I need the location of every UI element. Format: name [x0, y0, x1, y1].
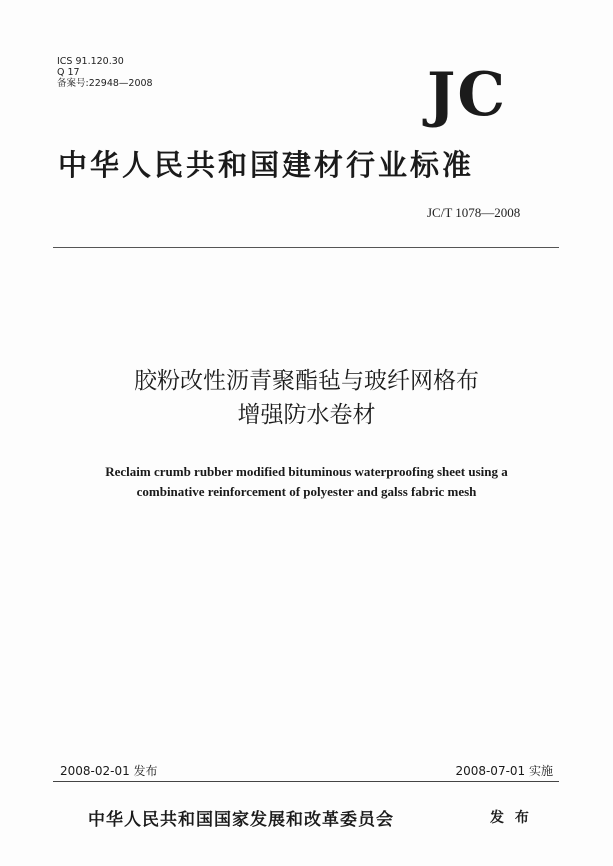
record-number: 备案号:22948—2008: [57, 78, 153, 89]
publisher-name: 中华人民共和国国家发展和改革委员会: [88, 810, 394, 830]
chinese-title: [0, 364, 613, 432]
publish-label: 发 布: [490, 810, 532, 826]
implementation-date: 2008-07-01 实施: [455, 764, 553, 778]
ics-code: ICS 91.120.30: [57, 56, 124, 67]
footer-divider: [53, 781, 559, 782]
ccs-code: Q 17: [57, 67, 80, 78]
header-divider: [53, 247, 559, 248]
standard-category-title: 中华人民共和国建材行业标准: [58, 148, 475, 182]
classification-block: [57, 56, 153, 89]
english-title: [0, 462, 613, 502]
jc-logo: JC: [427, 60, 508, 130]
standard-code: JC/T 1078—2008: [427, 205, 521, 220]
chinese-title-line-2: 增强防水卷材: [237, 402, 376, 428]
issue-date: 2008-02-01 发布: [60, 764, 158, 778]
english-title-line-2: combinative reinforcement of polyester and galss fabric mesh: [136, 484, 477, 499]
english-title-line-1: Reclaim crumb rubber modified bituminous waterproofing sheet using a: [105, 464, 508, 479]
chinese-title-line-1: 胶粉改性沥青聚酯毡与玻纤网格布: [134, 368, 479, 394]
